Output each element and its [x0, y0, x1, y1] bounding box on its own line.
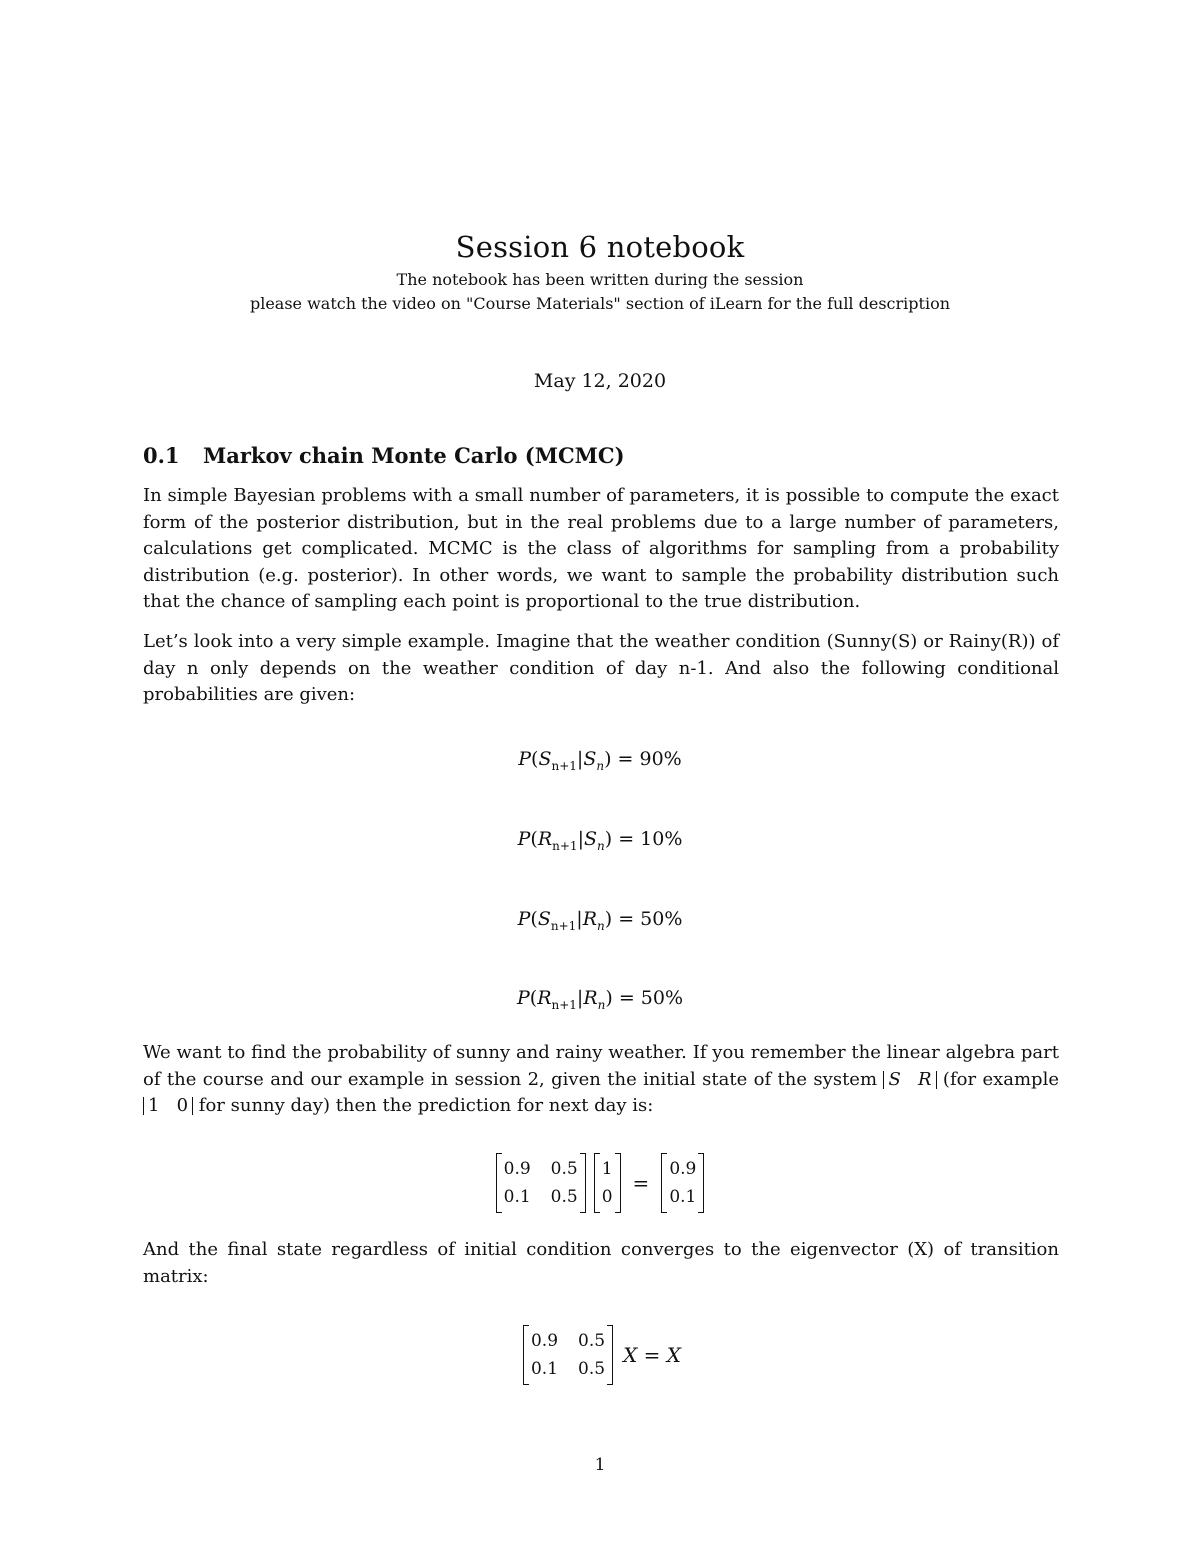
document-date: May 12, 2020 [533, 370, 667, 392]
matrix-equation-prediction: 0.9 0.5 0.1 0.5 1 0 = 0.9 0.1 [0, 1148, 1200, 1218]
paragraph-eigenvector: And the final state regardless of initial condition converges to the eigenvector (X) of transition matrix: [143, 1239, 1059, 1287]
page-title: Session 6 notebook [455, 230, 745, 264]
equation-p-r-given-r: $P(R_{n+1}|R_n) = 50\%$ [516, 987, 684, 1012]
paragraph-intro: In simple Bayesian problems with a small number of parameters, it is possible to compute the exact form of the posterior distribution, but in the real problems due to a large number of parameters, calculations get complicated. MCMC is the class of algorithms for sampling from a probability distribution (e.g. posterior). In other words, we want to sample the probability distribution such that the chance of sampling each point is proportional to the true distribution. [143, 485, 1059, 613]
matrix-equation-eigenvector [0, 1320, 1200, 1390]
paragraph-example: Let’s look into a very simple example. Imagine that the weather condition (Sunny(S) or Rainy(R)) of day n only depends on the weather condition of day n-1. And also the following conditional probabilities are given: [143, 631, 1059, 706]
paragraph-linear-algebra: We want to find the probability of sunny and rainy weather. If you remember the linear algebra part of the course and our example in session 2, given the initial state of the system S R (for example 1 0 for sunny day) then the prediction for next day is: [143, 1042, 1059, 1117]
section-heading [143, 443, 625, 468]
subtitle-line-1: The notebook has been written during the session [396, 270, 804, 289]
result-vector: 0.9 0.1 [661, 1153, 704, 1213]
subtitle-line-2: please watch the video on "Course Materials" section of iLearn for the full description [249, 294, 951, 313]
initial-state-vector: 1 0 [594, 1153, 621, 1213]
state-vector-inline: S R [883, 1071, 936, 1089]
equation-p-s-given-s: $P(S_{n+1}|S_n) = 90\%$ [518, 748, 682, 773]
section-title: Markov chain Monte Carlo (MCMC) [203, 443, 625, 468]
sunny-vector-inline: 1 0 [143, 1097, 193, 1115]
section-number: 0.1 [143, 443, 180, 468]
eigen-equation-rhs: X = X [623, 1343, 682, 1367]
transition-matrix: 0.9 0.5 0.1 0.5 [496, 1153, 586, 1213]
transition-matrix-2: 0.9 0.5 0.1 0.5 [523, 1325, 613, 1385]
equation-p-s-given-r: $P(S_{n+1}|R_n) = 50\%$ [517, 908, 683, 933]
page-number: 1 [594, 1455, 606, 1475]
equation-p-r-given-s: $P(R_{n+1}|S_n) = 10\%$ [517, 828, 683, 853]
